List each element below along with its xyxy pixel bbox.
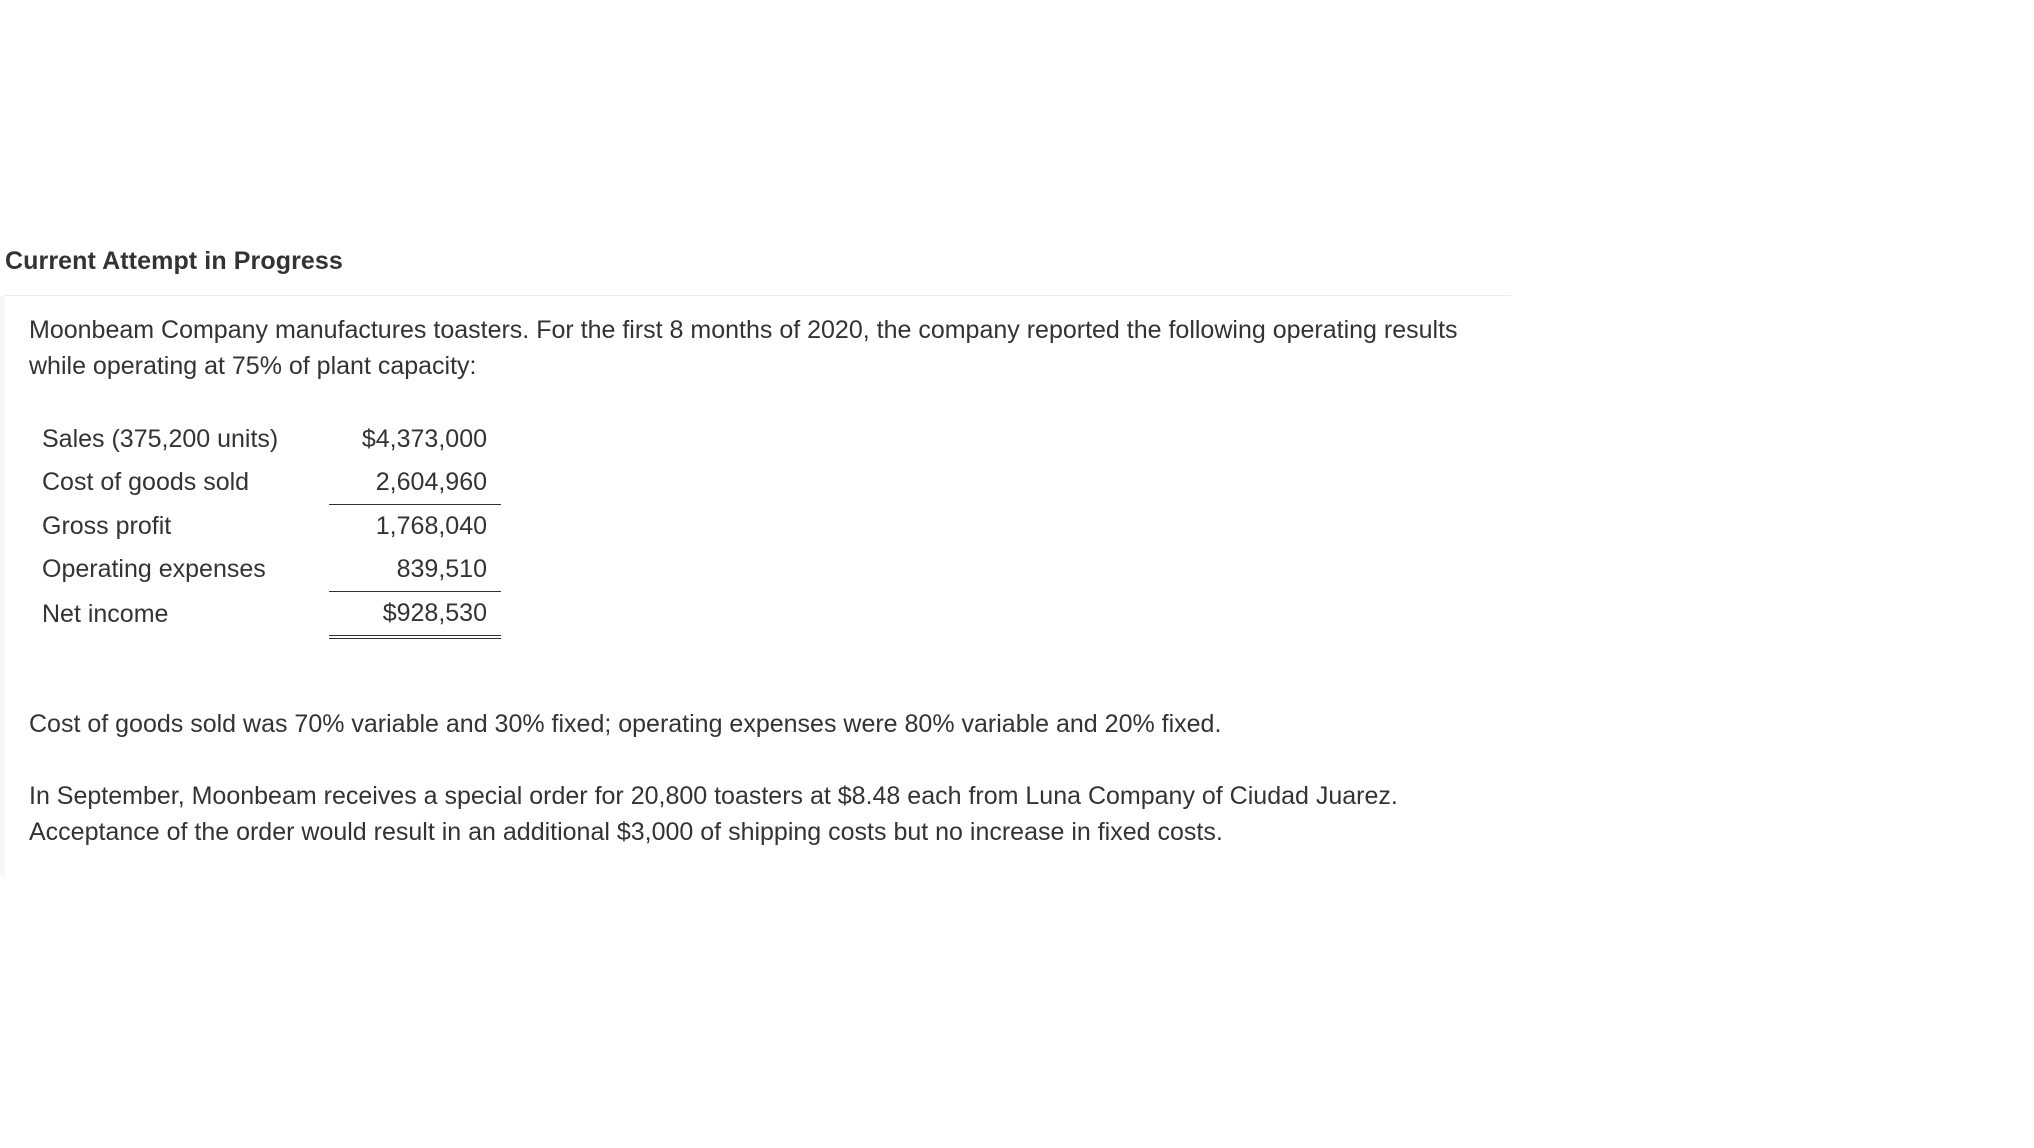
row-label-net-income: Net income [42, 599, 169, 628]
row-label-cogs: Cost of goods sold [42, 468, 250, 497]
attempt-status-heading: Current Attempt in Progress [5, 247, 343, 275]
row-label-sales: Sales (375,200 units) [42, 425, 279, 453]
row-value-operating-expenses: 839,510 [329, 548, 501, 592]
row-label-gross-profit: Gross profit [42, 511, 172, 540]
order-line-1: In September, Moonbeam receives a special order for 20,800 toasters at $8.48 each from Luna Company of Ciudad Juarez. [29, 782, 1398, 810]
operating-results-table [30, 418, 501, 639]
cost-behavior-note: Cost of goods sold was 70% variable and 30% fixed; operating expenses were 80% variable and 20% fixed. [29, 710, 1222, 738]
row-label-operating-expenses: Operating expenses [42, 555, 266, 584]
row-value-net-income: $928,530 [329, 592, 501, 638]
special-order-paragraph [29, 778, 1509, 850]
table-row [30, 505, 501, 549]
row-value-sales: $4,373,000 [361, 425, 487, 453]
table-row [30, 548, 501, 592]
header-divider [5, 295, 1511, 296]
row-value-gross-profit: 1,768,040 [375, 512, 487, 540]
intro-line-1: Moonbeam Company manufactures toasters. For the first 8 months of 2020, the company reported the following operating results [29, 316, 1458, 344]
intro-line-2: while operating at 75% of plant capacity: [29, 352, 477, 380]
content-left-border [0, 296, 5, 876]
row-value-cogs: 2,604,960 [329, 461, 501, 505]
table-row [30, 418, 501, 461]
order-line-2: Acceptance of the order would result in an additional $3,000 of shipping costs but no increase in fixed costs. [29, 818, 1223, 846]
table-row [30, 592, 501, 638]
table-row [30, 461, 501, 505]
problem-intro [29, 312, 1509, 384]
